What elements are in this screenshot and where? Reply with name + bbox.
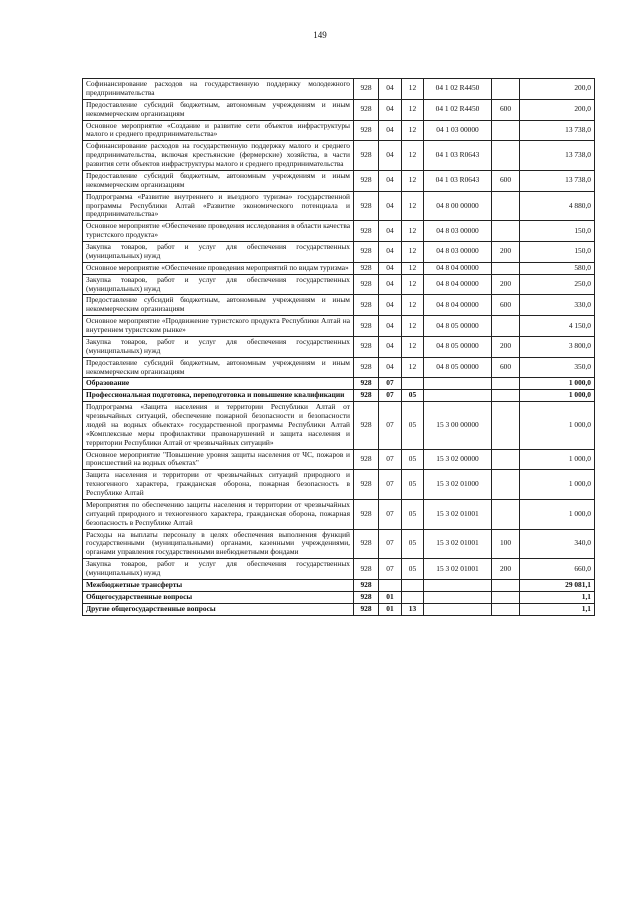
row-expense-kind (492, 262, 520, 274)
table-row (83, 499, 595, 529)
row-target-article (424, 603, 492, 615)
row-expense-kind (492, 79, 520, 100)
row-section-code: 07 (379, 499, 402, 529)
row-amount: 1 000,0 (520, 499, 595, 529)
row-subsection-code: 12 (402, 170, 424, 191)
row-section-code: 04 (379, 316, 402, 337)
row-subsection-code: 05 (402, 559, 424, 580)
row-amount: 13 738,0 (520, 120, 595, 141)
row-expense-kind (492, 141, 520, 171)
row-target-article (424, 390, 492, 402)
row-amount: 4 150,0 (520, 316, 595, 337)
row-name: Расходы на выплаты персоналу в целях обеспечения выполнения функций государственными (муниципальными) органами, казенными учреждениями, органами управления государственными внебюджетными фондами (83, 529, 354, 559)
row-target-article: 15 3 02 01001 (424, 499, 492, 529)
row-amount: 1 000,0 (520, 402, 595, 449)
table-row (83, 295, 595, 316)
row-name: Предоставление субсидий бюджетным, автономным учреждениям и иным некоммерческим организациям (83, 99, 354, 120)
row-target-article: 04 1 03 00000 (424, 120, 492, 141)
table-row (83, 79, 595, 100)
row-amount: 1,1 (520, 591, 595, 603)
row-ministry-code: 928 (354, 336, 379, 357)
row-expense-kind (492, 591, 520, 603)
row-name: Закупка товаров, работ и услуг для обеспечения государственных (муниципальных) нужд (83, 336, 354, 357)
row-amount: 4 880,0 (520, 191, 595, 221)
row-target-article: 04 1 03 R0643 (424, 170, 492, 191)
row-subsection-code: 12 (402, 357, 424, 378)
table-row (83, 141, 595, 171)
table-row (83, 591, 595, 603)
row-target-article: 04 1 02 R4450 (424, 99, 492, 120)
row-ministry-code: 928 (354, 559, 379, 580)
row-target-article: 04 8 05 00000 (424, 336, 492, 357)
row-section-code: 07 (379, 390, 402, 402)
row-amount: 3 800,0 (520, 336, 595, 357)
row-expense-kind: 200 (492, 274, 520, 295)
row-ministry-code: 928 (354, 242, 379, 263)
row-section-code: 04 (379, 191, 402, 221)
row-subsection-code: 05 (402, 449, 424, 470)
row-ministry-code: 928 (354, 191, 379, 221)
row-expense-kind (492, 402, 520, 449)
table-row (83, 579, 595, 591)
row-section-code: 04 (379, 357, 402, 378)
row-target-article (424, 378, 492, 390)
row-section-code: 07 (379, 402, 402, 449)
row-name: Защита населения и территории от чрезвычайных ситуаций природного и техногенного характера, гражданская оборона, пожарная безопасность в Республике Алтай (83, 470, 354, 500)
page-number: 149 (313, 30, 327, 40)
row-section-code: 04 (379, 262, 402, 274)
row-ministry-code: 928 (354, 591, 379, 603)
row-expense-kind (492, 316, 520, 337)
row-expense-kind (492, 449, 520, 470)
row-ministry-code: 928 (354, 470, 379, 500)
row-expense-kind (492, 221, 520, 242)
row-ministry-code: 928 (354, 449, 379, 470)
row-expense-kind: 200 (492, 242, 520, 263)
row-ministry-code: 928 (354, 99, 379, 120)
row-expense-kind (492, 579, 520, 591)
row-name: Софинансирование расходов на государственную поддержку молодежного предпринимательства (83, 79, 354, 100)
row-section-code: 04 (379, 295, 402, 316)
row-subsection-code: 12 (402, 262, 424, 274)
budget-table (82, 78, 595, 616)
row-name: Закупка товаров, работ и услуг для обеспечения государственных (муниципальных) нужд (83, 559, 354, 580)
row-ministry-code: 928 (354, 79, 379, 100)
row-ministry-code: 928 (354, 274, 379, 295)
row-expense-kind: 600 (492, 99, 520, 120)
table-row (83, 170, 595, 191)
row-target-article: 04 8 00 00000 (424, 191, 492, 221)
row-name: Другие общегосударственные вопросы (83, 603, 354, 615)
row-expense-kind (492, 603, 520, 615)
row-ministry-code: 928 (354, 170, 379, 191)
row-target-article: 04 8 03 00000 (424, 221, 492, 242)
row-name: Профессиональная подготовка, переподготовка и повышение квалификации (83, 390, 354, 402)
row-target-article: 04 8 04 00000 (424, 295, 492, 316)
row-name: Софинансирование расходов на государственную поддержку малого и среднего предпринимательства, включая крестьянские (фермерские) хозяйства, в части развития сети объектов инфраструктуры малого и среднего предпринимательства (83, 141, 354, 171)
row-subsection-code: 12 (402, 99, 424, 120)
row-target-article: 15 3 02 00000 (424, 449, 492, 470)
row-expense-kind: 600 (492, 295, 520, 316)
table-row (83, 262, 595, 274)
row-section-code: 04 (379, 274, 402, 295)
table-row (83, 221, 595, 242)
row-section-code: 01 (379, 603, 402, 615)
row-expense-kind: 600 (492, 357, 520, 378)
row-ministry-code: 928 (354, 120, 379, 141)
row-amount: 250,0 (520, 274, 595, 295)
row-section-code (379, 579, 402, 591)
row-target-article: 15 3 02 01001 (424, 529, 492, 559)
table-row (83, 603, 595, 615)
row-amount: 330,0 (520, 295, 595, 316)
row-target-article (424, 579, 492, 591)
row-subsection-code: 12 (402, 191, 424, 221)
row-amount: 1 000,0 (520, 390, 595, 402)
row-name: Основное мероприятие «Продвижение туристского продукта Республики Алтай на внутреннем туристском рынке» (83, 316, 354, 337)
row-section-code: 04 (379, 141, 402, 171)
row-ministry-code: 928 (354, 579, 379, 591)
table-row (83, 191, 595, 221)
row-section-code: 04 (379, 336, 402, 357)
row-section-code: 04 (379, 79, 402, 100)
row-subsection-code: 05 (402, 529, 424, 559)
table-row (83, 449, 595, 470)
table-row (83, 99, 595, 120)
row-name: Основное мероприятие "Повышение уровня защиты населения от ЧС, пожаров и происшествий на водных объектах" (83, 449, 354, 470)
row-amount: 150,0 (520, 242, 595, 263)
row-ministry-code: 928 (354, 141, 379, 171)
row-name: Основное мероприятие «Обеспечение проведения исследования в области качества туристского продукта» (83, 221, 354, 242)
row-amount: 29 081,1 (520, 579, 595, 591)
table-row (83, 390, 595, 402)
row-name: Межбюджетные трансферты (83, 579, 354, 591)
row-expense-kind: 200 (492, 336, 520, 357)
row-ministry-code: 928 (354, 499, 379, 529)
row-subsection-code: 05 (402, 499, 424, 529)
row-subsection-code (402, 378, 424, 390)
row-ministry-code: 928 (354, 357, 379, 378)
row-subsection-code: 12 (402, 141, 424, 171)
row-subsection-code: 12 (402, 242, 424, 263)
row-subsection-code: 13 (402, 603, 424, 615)
row-expense-kind (492, 378, 520, 390)
row-section-code: 04 (379, 120, 402, 141)
row-ministry-code: 928 (354, 603, 379, 615)
row-amount: 200,0 (520, 79, 595, 100)
row-name: Подпрограмма «Защита населения и территории Республики Алтай от чрезвычайных ситуаций, обеспечение пожарной безопасности и безопасности людей на водных объектах» государственной программы Республики Алтай «Комплексные меры профилактики правонарушений и защита населения и территории Республики Алтай от чрезвычайных ситуаций» (83, 402, 354, 449)
row-name: Мероприятия по обеспечению защиты населения и территории от чрезвычайных ситуаций природного и техногенного характера, гражданская оборона, пожарная безопасность в Республике Алтай (83, 499, 354, 529)
table-row (83, 402, 595, 449)
row-ministry-code: 928 (354, 316, 379, 337)
row-section-code: 01 (379, 591, 402, 603)
row-subsection-code: 12 (402, 79, 424, 100)
row-amount: 1,1 (520, 603, 595, 615)
row-ministry-code: 928 (354, 295, 379, 316)
row-amount: 1 000,0 (520, 378, 595, 390)
row-subsection-code (402, 591, 424, 603)
table-row (83, 357, 595, 378)
row-subsection-code: 12 (402, 336, 424, 357)
row-target-article: 04 1 03 R0643 (424, 141, 492, 171)
row-subsection-code (402, 579, 424, 591)
row-amount: 150,0 (520, 221, 595, 242)
row-expense-kind: 200 (492, 559, 520, 580)
row-name: Общегосударственные вопросы (83, 591, 354, 603)
row-subsection-code: 12 (402, 316, 424, 337)
row-target-article: 04 8 05 00000 (424, 316, 492, 337)
row-subsection-code: 12 (402, 295, 424, 316)
table-row (83, 274, 595, 295)
row-section-code: 07 (379, 529, 402, 559)
row-ministry-code: 928 (354, 529, 379, 559)
row-name: Основное мероприятие «Обеспечение проведения мероприятий по видам туризма» (83, 262, 354, 274)
row-target-article: 04 8 04 00000 (424, 262, 492, 274)
table-row (83, 120, 595, 141)
row-ministry-code: 928 (354, 262, 379, 274)
row-expense-kind (492, 390, 520, 402)
row-target-article (424, 591, 492, 603)
row-section-code: 04 (379, 221, 402, 242)
row-ministry-code: 928 (354, 378, 379, 390)
row-name: Предоставление субсидий бюджетным, автономным учреждениям и иным некоммерческим организациям (83, 170, 354, 191)
row-amount: 13 738,0 (520, 141, 595, 171)
row-expense-kind (492, 120, 520, 141)
table-row (83, 336, 595, 357)
row-target-article: 04 1 02 R4450 (424, 79, 492, 100)
row-amount: 1 000,0 (520, 449, 595, 470)
table-body (83, 79, 595, 616)
row-expense-kind (492, 470, 520, 500)
row-expense-kind (492, 499, 520, 529)
row-target-article: 04 8 03 00000 (424, 242, 492, 263)
row-target-article: 04 8 05 00000 (424, 357, 492, 378)
row-section-code: 07 (379, 378, 402, 390)
row-section-code: 07 (379, 470, 402, 500)
row-amount: 1 000,0 (520, 470, 595, 500)
row-target-article: 04 8 04 00000 (424, 274, 492, 295)
row-section-code: 04 (379, 99, 402, 120)
row-name: Закупка товаров, работ и услуг для обеспечения государственных (муниципальных) нужд (83, 242, 354, 263)
row-expense-kind: 100 (492, 529, 520, 559)
row-amount: 13 738,0 (520, 170, 595, 191)
row-subsection-code: 12 (402, 274, 424, 295)
row-ministry-code: 928 (354, 390, 379, 402)
row-subsection-code: 05 (402, 470, 424, 500)
row-target-article: 15 3 02 01000 (424, 470, 492, 500)
row-ministry-code: 928 (354, 402, 379, 449)
row-subsection-code: 12 (402, 221, 424, 242)
row-section-code: 04 (379, 242, 402, 263)
row-expense-kind: 600 (492, 170, 520, 191)
row-amount: 660,0 (520, 559, 595, 580)
row-amount: 580,0 (520, 262, 595, 274)
row-name: Подпрограмма «Развитие внутреннего и въездного туризма» государственной программы Республики Алтай «Развитие экономического потенциала и предпринимательства» (83, 191, 354, 221)
table-row (83, 378, 595, 390)
row-subsection-code: 05 (402, 402, 424, 449)
row-amount: 350,0 (520, 357, 595, 378)
row-target-article: 15 3 00 00000 (424, 402, 492, 449)
table-row (83, 470, 595, 500)
row-subsection-code: 05 (402, 390, 424, 402)
row-section-code: 07 (379, 449, 402, 470)
table-row (83, 529, 595, 559)
row-name: Основное мероприятие «Создание и развитие сети объектов инфраструктуры малого и среднего предпринимательства» (83, 120, 354, 141)
row-section-code: 04 (379, 170, 402, 191)
row-ministry-code: 928 (354, 221, 379, 242)
row-name: Предоставление субсидий бюджетным, автономным учреждениям и иным некоммерческим организациям (83, 357, 354, 378)
row-amount: 340,0 (520, 529, 595, 559)
row-amount: 200,0 (520, 99, 595, 120)
row-section-code: 07 (379, 559, 402, 580)
row-target-article: 15 3 02 01001 (424, 559, 492, 580)
row-subsection-code: 12 (402, 120, 424, 141)
table-row (83, 559, 595, 580)
table-row (83, 242, 595, 263)
row-name: Предоставление субсидий бюджетным, автономным учреждениям и иным некоммерческим организациям (83, 295, 354, 316)
row-expense-kind (492, 191, 520, 221)
row-name: Закупка товаров, работ и услуг для обеспечения государственных (муниципальных) нужд (83, 274, 354, 295)
table-row (83, 316, 595, 337)
row-name: Образование (83, 378, 354, 390)
